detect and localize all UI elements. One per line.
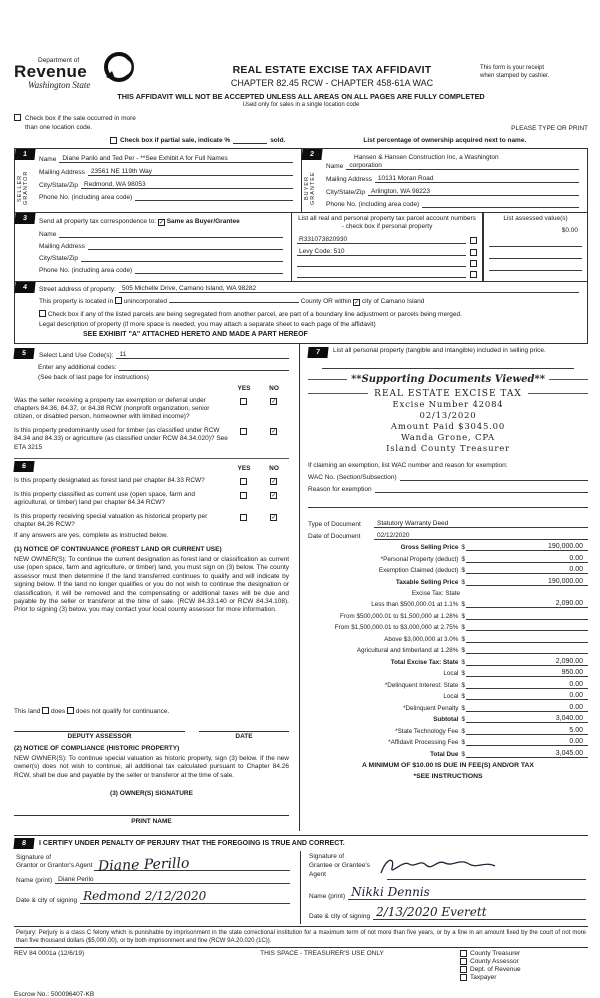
additional-codes-label: Enter any additional codes:: [38, 363, 117, 371]
grantee-print-name-field: Nikki Dennis: [348, 885, 586, 900]
perjury-statement: Perjury: Perjury is a class C felony which is punishable by imprisonment in the state correctional institution for a maximum term of not more than five years, or by a fine in an amount fixed by the court of not more than five thousand dollars ($5,000.00), or by both imprisonment and fine (RCW 9A.20.020 (1C)).: [14, 926, 588, 946]
print-name-label: PRINT NAME: [14, 815, 289, 825]
question-current-use: Is this property classified as current use (open space, farm and agricultural, or timber) land per chapter 84.34 RCW?: [14, 490, 196, 507]
grantee-signature-scribble: [373, 855, 503, 879]
logo-agency-text: Revenue: [14, 62, 87, 81]
parcel-3-checkbox: [470, 271, 477, 278]
taxpayer-label: Taxpayer: [470, 973, 497, 981]
property-address-section: [14, 282, 588, 344]
q-forest-no-checkbox: ✓: [271, 479, 277, 486]
grantor-sig-label2: Grantor or Grantor's Agent: [16, 862, 93, 870]
street-address-field: 505 Michelle Drive, Camano Island, WA 98282: [119, 285, 579, 293]
corr-phone-label: Phone No. (including area code): [39, 267, 133, 275]
certification-section: [14, 835, 588, 923]
revenue-swirl-icon: [100, 51, 138, 85]
land-use-label: Select Land Use Code(s):: [39, 351, 114, 359]
buyer-city-label: City/State/Zip: [326, 189, 366, 197]
question-historic: Is this property receiving special valuation as historical property per chapter 84.26 RCW?: [14, 512, 208, 528]
segregated-label: Check box if any of the listed parcels are being segregated from another parcel, are part of a boundary line adjustment or parcels being merged.: [47, 310, 462, 318]
segregated-checkbox: [39, 310, 46, 317]
county-treasurer-label: County Treasurer: [470, 949, 521, 957]
seller-side-label: SELLER: [17, 174, 23, 202]
deputy-assessor-line: DEPUTY ASSESSOR: [14, 731, 185, 740]
grantee-sig-label1: Signature of: [309, 853, 345, 861]
tax-label-subtotal: Subtotal: [433, 716, 459, 724]
section-4-badge: 4: [14, 282, 35, 293]
tax-value-personal: 0.00: [466, 555, 588, 563]
section-7-badge: 7: [307, 347, 328, 358]
street-address-label: Street address of property:: [39, 285, 116, 293]
parcel-number-field: R331073820930: [297, 236, 466, 244]
corr-name-label: Name: [39, 231, 57, 239]
supporting-documents-stamp: **Supporting Documents Viewed**: [351, 373, 545, 385]
buyer-name-overflow: Hansen & Hansen Construction Inc, a Washington: [354, 154, 499, 162]
excise-tax-state-heading: Excise Tax: State: [411, 589, 460, 597]
wac-label: WAC No. (Section/Subsection): [308, 473, 397, 481]
q-historic-yes-checkbox: [240, 514, 247, 521]
partial-sale-percent-field: [233, 143, 267, 144]
corr-name-field: [59, 231, 283, 238]
notice-compliance-title: (2) NOTICE OF COMPLIANCE (HISTORIC PROPERTY): [14, 744, 180, 752]
q-historic-no-checkbox: ✓: [271, 514, 277, 521]
yes-header: YES: [237, 384, 251, 392]
assessed-value-1: [489, 239, 582, 247]
personal-property-label: List all personal property (tangible and intangible) included in selling price.: [333, 346, 546, 354]
tax-label-personal: *Personal Property (deduct): [380, 555, 459, 563]
reason-label: Reason for exemption: [308, 485, 372, 493]
header: [14, 57, 588, 90]
tax-label-tech-fee: *State Technology Fee: [395, 727, 459, 735]
assessed-value-0: $0.00: [561, 227, 578, 235]
county-treasurer-checkbox: [460, 950, 467, 957]
type-or-print-label: PLEASE TYPE OR PRINT: [511, 125, 588, 133]
corr-city-field: [81, 255, 283, 262]
tax-label-total-due: Total Due: [430, 750, 459, 758]
grantor-signature-field: [94, 853, 290, 875]
tax-value-local: 950.00: [466, 669, 588, 677]
q-timber-yes-checkbox: [240, 428, 247, 435]
grantor-print-name-label: Name (print): [16, 877, 53, 885]
same-as-buyer-checkbox: ✓: [158, 220, 164, 227]
tax-label-tier3: From $1,500,000.01 to $3,000,000 at 2.75%: [334, 624, 459, 632]
q-current-use-no-checkbox: ✓: [271, 492, 277, 499]
grantor-signature-handwriting: Diane Perillo: [97, 855, 190, 875]
county-field: [169, 302, 299, 303]
tax-value-tech-fee: 5.00: [466, 727, 588, 735]
receipt-note-line2: when stamped by cashier.: [480, 72, 550, 79]
grantor-date-label: Date & city of signing: [16, 897, 78, 905]
single-location-note: Used only for sales in a single location code: [242, 102, 360, 109]
exemption-note: If claiming an exemption, list WAC number and reason for exemption:: [308, 461, 508, 469]
grantor-print-name-field: Diane Perilo: [55, 876, 290, 884]
multi-location-checkbox: [14, 114, 21, 121]
footer-row: [14, 947, 588, 982]
seller-phone-label: Phone No. (including area code): [39, 194, 133, 202]
copy-distribution-checkboxes: [460, 950, 588, 982]
taxpayer-checkbox: [460, 974, 467, 981]
does-not-label: does not qualify for continuance.: [75, 707, 170, 715]
buyer-city-field: Arlington, WA 98223: [368, 188, 579, 196]
certify-statement: I CERTIFY UNDER PENALTY OF PERJURY THAT THE FOREGOING IS TRUE AND CORRECT.: [39, 840, 345, 848]
yes-header-6: YES: [237, 465, 251, 473]
partial-sale-label: Check box if partial sale, indicate %: [120, 137, 231, 145]
qualify-pre-label: This land: [14, 707, 41, 715]
section-6-badge: 6: [13, 461, 34, 472]
excise-number: Excise Number 42084: [392, 399, 504, 410]
owner-signature-label: (3) OWNER(S) SIGNATURE: [110, 790, 193, 798]
tax-value-subtotal: 3,040.00: [466, 715, 588, 723]
grantee-side-label: GRANTEE: [310, 171, 317, 206]
assessed-value-2: [489, 251, 582, 259]
grantor-signature-block: [14, 851, 301, 923]
excise-date: 02/13/2020: [419, 410, 477, 421]
tax-label-taxable: Taxable Selling Price: [395, 578, 459, 586]
multi-location-label: Check box if the sale occurred in more than one location code.: [25, 115, 136, 132]
parcel-1-checkbox: [470, 249, 477, 256]
personal-property-field: [322, 360, 574, 369]
stamp-rule: [308, 393, 368, 394]
tax-value-total-due: 3,045.00: [466, 750, 588, 758]
parcel-2-checkbox: [470, 260, 477, 267]
q-exemption-yes-checkbox: [240, 398, 247, 405]
treasurer-office: Island County Treasurer: [386, 443, 510, 454]
logo-dept-text: Department of: [38, 57, 80, 64]
treasurer-use-only-label: THIS SPACE - TREASURER'S USE ONLY: [260, 949, 384, 957]
notice-continuance-text: NEW OWNER(S): To continue the current designation as forest land or classification as current use (open space, farm and agriculture, or timber) land, you must sign on (3) below. The county assessor must then determine if the land transferred continues to qualify and will indicate by signing below. If the land no longer qualifies or you do not wish to continue the designation or classification, it will be removed and the compensating or additional taxes will be due and payable by the seller or transferor at the time of sale. (RCW 84.33.140 or RCW 84.34.108). Prior to signing (3) below, you may contact your local county assessor for more information.: [14, 555, 289, 614]
escrow-value: 500096407-KB: [50, 990, 95, 998]
doc-type-label: Type of Document: [308, 520, 361, 528]
tax-value-gross: 190,000.00: [466, 543, 588, 551]
buyer-address-field: 10131 Moran Road: [375, 175, 579, 183]
partial-sale-checkbox: [110, 137, 117, 144]
form-revision-number: REV 84 0001a (12/6/19): [14, 949, 85, 957]
buyer-side-label: BUYER: [304, 176, 310, 201]
tax-value-tier4: [466, 635, 588, 643]
notice-compliance-text: NEW OWNER(S): To continue special valuation as historic property, sign (3) below. If the new owner(s) does not wish to continue, all additional tax calculated pursuant to Chapter 84.26 RCW, shall be due and payable by the seller or transferor at the time of sale.: [14, 754, 289, 779]
tax-value-processing-fee: 0.00: [466, 738, 588, 746]
land-use-column: [14, 344, 300, 832]
tax-value-agricultural: [466, 646, 588, 654]
corr-address-field: [88, 243, 283, 250]
unincorporated-label: unincorporated: [123, 297, 168, 305]
grantor-side-label: GRANTOR: [23, 171, 30, 206]
grantor-sig-label1: Signature of: [16, 853, 52, 861]
excise-stamp-title: REAL ESTATE EXCISE TAX: [374, 388, 522, 399]
tax-value-taxable: 190,000.00: [466, 578, 588, 586]
assessed-values-box: [483, 213, 587, 280]
section-3-badge: 3: [14, 213, 35, 224]
reason-extra-line: [308, 499, 588, 508]
legal-description-label: Legal description of property (if more space is needed, you may attach a separate sheet to each page of the affidavit): [39, 320, 376, 328]
section-8-badge: 8: [13, 838, 34, 849]
located-mid-label: County OR within: [300, 297, 352, 305]
does-checkbox: [42, 707, 49, 714]
tax-label-delinq-interest: *Delinquent Interest: State: [384, 681, 459, 689]
land-use-field: 11: [116, 351, 289, 359]
assessed-header: List assessed value(s): [503, 215, 568, 223]
parcel-2-field: [297, 260, 466, 267]
instructions-note: (See back of last page for instructions): [38, 373, 149, 381]
tax-value-delinq-interest: 0.00: [466, 681, 588, 689]
tax-value-delinq-penalty: 0.00: [466, 704, 588, 712]
seller-name-field: Diane Parilo and Ted Per - **See Exhibit A for Full Names: [59, 155, 293, 163]
correspondence-label: Send all property tax correspondence to:: [39, 218, 157, 226]
notice-continuance-title: (1) NOTICE OF CONTINUANCE (FOREST LAND OR CURRENT USE): [14, 545, 222, 553]
grantee-print-name-label: Name (print): [309, 892, 346, 900]
grantee-sig-label2: Grantee or Grantee's Agent: [309, 861, 370, 878]
tax-value-exemption: 0.00: [466, 566, 588, 574]
q-timber-no-checkbox: ✓: [271, 428, 277, 435]
grantor-date-field: Redmond 2/12/2020: [80, 889, 290, 904]
corr-address-label: Mailing Address: [39, 243, 85, 251]
q-current-use-yes-checkbox: [240, 492, 247, 499]
date-line: DATE: [199, 731, 289, 740]
section-5-badge: 5: [13, 348, 34, 359]
levy-code-field: Levy Code: 510: [297, 248, 466, 256]
parcel-header: List all real and personal property tax parcel account numbers - check box if personal property: [298, 215, 476, 231]
buyer-grantee-box: [301, 149, 587, 212]
revenue-logo: [14, 57, 184, 90]
tax-label-agricultural: Agricultural and timberland at 1.28%: [356, 647, 459, 655]
receipt-note-line1: This form is your receipt: [480, 65, 545, 71]
stamp-rule: [308, 379, 347, 380]
does-not-checkbox: [67, 707, 74, 714]
seller-phone-field: [135, 194, 293, 201]
legal-description-value: SEE EXHIBIT "A" ATTACHED HERETO AND MADE A PART HEREOF: [83, 330, 308, 338]
section-2-badge: 2: [301, 149, 322, 160]
reason-field: [375, 486, 588, 493]
tax-label-total-state: Total Excise Tax: State: [390, 658, 459, 666]
tax-label-gross: Gross Selling Price: [400, 544, 459, 552]
no-header-6: NO: [269, 465, 279, 473]
corr-city-label: City/State/Zip: [39, 255, 79, 263]
correspondence-section: [14, 213, 588, 281]
seller-grantor-box: [15, 149, 301, 212]
buyer-phone-label: Phone No. (including area code): [326, 201, 420, 209]
grantee-signature-field: [387, 862, 586, 880]
tax-value-tier3: [466, 623, 588, 631]
logo-state-text: Washington State: [28, 80, 91, 91]
city-of-label: city of Camano Island: [361, 297, 425, 305]
minimum-due-note: A MINIMUM OF $10.00 IS DUE IN FEE(S) AND/OR TAX: [362, 761, 534, 769]
no-header: NO: [269, 384, 279, 392]
escrow-label: Escrow No.:: [14, 990, 50, 998]
tax-label-tier1: Less than $500,000.01 at 1.1%: [371, 601, 459, 609]
section-1-badge: 1: [14, 149, 35, 160]
seller-city-field: Redmond, WA 98053: [81, 181, 293, 189]
parcel-numbers-box: [291, 213, 483, 280]
dept-of-revenue-label: Dept. of Revenue: [470, 965, 521, 973]
unincorporated-checkbox: [115, 297, 122, 304]
tax-column: 7 List all personal property (tangible and intangible) included in selling price. **Supporting Documents Viewed** REAL ESTATE EXCISE TAX Excise Number 42084 02/13/2020 Amount Paid $3045.00 Wanda Grone, CPA Island County Treasurer If claiming an exemption, list WAC number and reason for exemption: WAC No. (Section/Subsection) Reason for exemption Type of Document Statutory Warranty Deed Date of Document 02/12/2020 Gross Selling Price $ 190,000.00 *Personal Property (deduct) $ 0.00 Exemption Claimed (deduct) $ 0.00 Taxable Selling Price $ 190,000.00 Excise Tax: State Less than $500,000.01 at 1.1% $ 2,090.00 From $500,000.01 to $1,500,000 at 1.28% $ From $1,500,000.01 to $3,000,000 at 2.75% $ Above $3,000,000 at 3.0% $ Agricultural and timberland at 1.28% $ Total Excise Tax: State $ 2,090.00 Local $ 950.00 *Delinquent Interest: State $ 0.00 Local $ 0.00 *Delinquent Penalty $ 0.00 Subtotal $ 3,040.00 *State Technology Fee $ 5.00 *Affidavit Processing Fee $ 0.00 Total Due $ 3,045.00 A MINIMUM OF $10.00 IS DUE IN FEE(S) AND/OR TAX *SEE INSTRUCTIONS: [300, 344, 588, 832]
doc-type-field: Statutory Warranty Deed: [374, 520, 588, 528]
tax-label-exemption: Exemption Claimed (deduct): [378, 567, 459, 575]
stamp-rule: [549, 379, 588, 380]
tax-label-processing-fee: *Affidavit Processing Fee: [388, 739, 459, 747]
seller-city-label: City/State/Zip: [39, 182, 79, 190]
tax-label-tier2: From $500,000.01 to $1,500,000 at 1.28%: [340, 612, 459, 620]
does-label: does: [51, 707, 66, 715]
q-exemption-no-checkbox: ✓: [271, 398, 277, 405]
excise-amount-paid: Amount Paid $3045.00: [390, 421, 506, 432]
tax-value-total-state: 2,090.00: [466, 658, 588, 666]
question-exemption: Was the seller receiving a property tax exemption or deferral under chapters 84.36, 84.37, or 84.38 RCW (nonprofit organization, senior citizen, or disabled person, homeowner with limited income)?: [14, 396, 210, 421]
dept-of-revenue-checkbox: [460, 966, 467, 973]
same-as-buyer-label: Same as Buyer/Grantee: [166, 218, 240, 226]
seller-name-label: Name: [39, 156, 57, 164]
county-assessor-label: County Assessor: [470, 957, 519, 965]
partial-sale-suffix: sold.: [270, 137, 286, 145]
tax-label-local: Local: [443, 670, 459, 678]
seller-buyer-section: [14, 148, 588, 213]
buyer-name-label: Name: [326, 163, 344, 171]
doc-date-label: Date of Document: [308, 532, 361, 540]
q-forest-yes-checkbox: [240, 478, 247, 485]
county-assessor-checkbox: [460, 958, 467, 965]
see-instructions-note: *SEE INSTRUCTIONS: [413, 772, 483, 780]
additional-codes-field: [119, 364, 289, 371]
grantee-date-field: 2/13/2020 Everett: [373, 905, 586, 920]
warning-line: THIS AFFIDAVIT WILL NOT BE ACCEPTED UNLESS ALL AREAS ON ALL PAGES ARE FULLY COMPLETED: [117, 92, 485, 102]
treasurer-name: Wanda Grone, CPA: [400, 432, 495, 443]
located-pre-label: This property is located in: [39, 297, 114, 305]
tax-value-delinq-local: 0.00: [466, 692, 588, 700]
form-title: REAL ESTATE EXCISE TAX AFFIDAVIT: [232, 64, 432, 76]
tax-label-delinq-penalty: *Delinquent Penalty: [403, 704, 459, 712]
city-checkbox: ✓: [354, 299, 360, 306]
corr-phone-field: [135, 267, 283, 274]
seller-address-label: Mailing Address: [39, 169, 85, 177]
treasurer-stamp: [308, 374, 588, 455]
tax-label-tier4: Above $3,000,000 at 3.0%: [384, 635, 459, 643]
question-forest: Is this property designated as forest land per chapter 84.33 RCW?: [14, 477, 205, 485]
seller-address-field: 23561 NE 119th Way: [88, 168, 293, 176]
grantee-date-label: Date & city of signing: [309, 912, 371, 920]
parcel-0-checkbox: [470, 237, 477, 244]
doc-date-field: 02/12/2020: [374, 532, 588, 540]
stamp-rule: [528, 393, 588, 394]
tax-label-delinq-local: Local: [443, 693, 459, 701]
wac-field: [400, 474, 588, 481]
question-timber: Is this property predominantly used for timber (as classified under RCW 84.34 and 84.33) or agriculture (as classified under RCW 84.34.020)? See ETA 3215: [14, 426, 228, 451]
grantee-signature-block: [301, 851, 588, 923]
tax-value-tier2: [466, 612, 588, 620]
form-subtitle: CHAPTER 82.45 RCW - CHAPTER 458-61A WAC: [230, 78, 434, 88]
tax-value-tier1: 2,090.00: [466, 600, 588, 608]
ownership-note: List percentage of ownership acquired next to name.: [363, 137, 527, 145]
parcel-3-field: [297, 271, 466, 278]
buyer-name-field: corporation: [346, 162, 579, 170]
buyer-phone-field: [422, 201, 579, 208]
buyer-address-label: Mailing Address: [326, 176, 372, 184]
if-yes-note: If any answers are yes, complete as instructed below.: [14, 532, 168, 540]
assessed-value-3: [489, 263, 582, 271]
